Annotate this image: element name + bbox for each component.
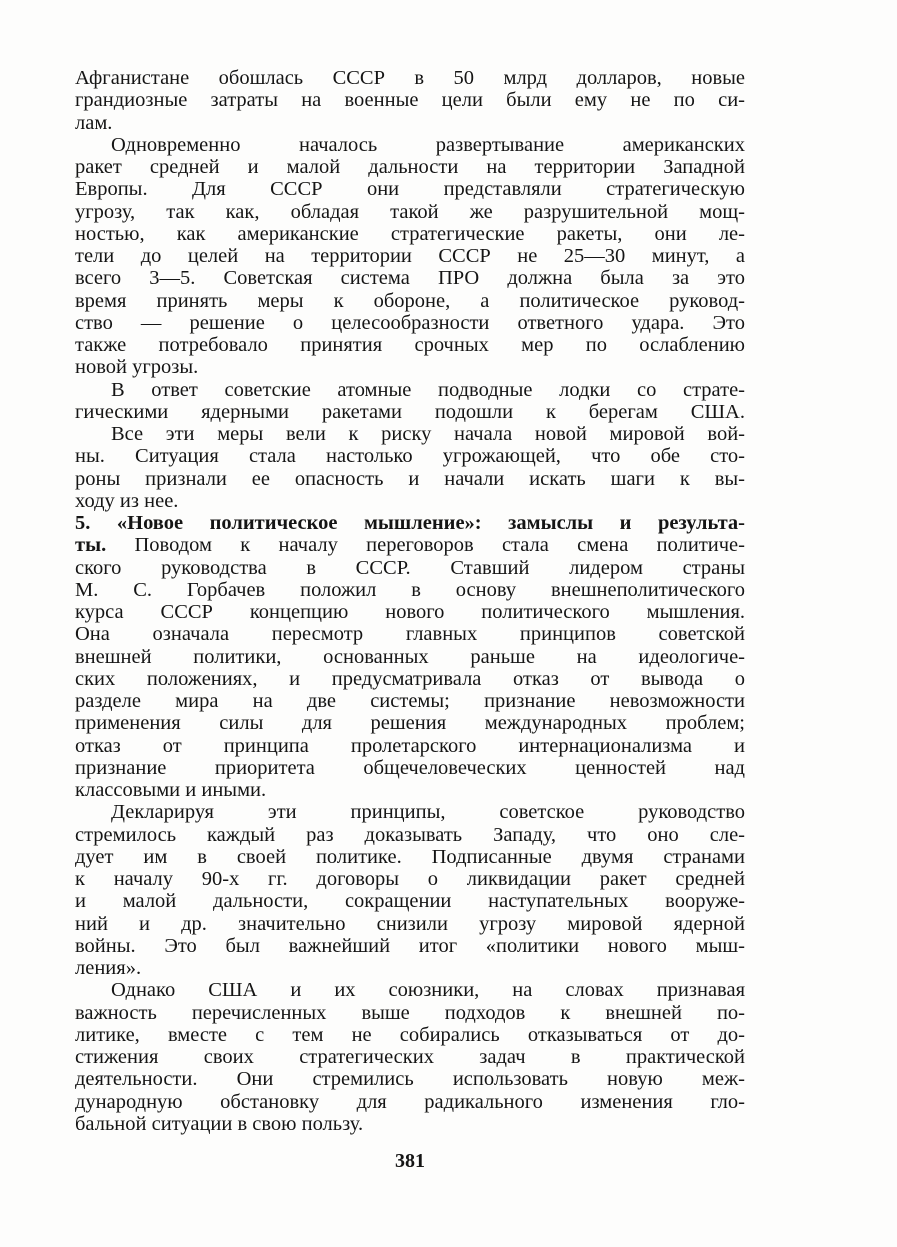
line-content <box>75 601 745 623</box>
line-content <box>75 290 745 312</box>
line-text: Европы. Для СССР они представляли стратегическую <box>75 178 745 201</box>
line-text: ходу из нее. <box>75 489 179 512</box>
line-content <box>111 423 745 445</box>
text-line <box>75 534 745 556</box>
line-text: признание приоритета общечеловеческих ценностей над <box>75 756 745 779</box>
line-text: В ответ советские атомные подводные лодки со страте- <box>111 378 745 401</box>
text-line <box>75 468 745 490</box>
text-line <box>75 178 745 200</box>
line-text: разделе мира на две системы; признание невозможности <box>75 690 745 712</box>
line-text: Поводом к началу переговоров стала смена политиче- <box>106 534 745 557</box>
line-text: ностью, как американские стратегические ракеты, они ле- <box>75 222 745 245</box>
line-content <box>75 89 745 111</box>
line-text: гическими ядерными ракетами подошли к берегам США. <box>75 400 745 423</box>
line-text: важность перечисленных выше подходов к внешней по- <box>75 1001 745 1024</box>
text-line <box>75 245 745 267</box>
line-content <box>75 757 745 779</box>
text-line <box>75 112 745 134</box>
text-line <box>75 868 745 890</box>
text-line <box>75 267 745 289</box>
text-line <box>75 156 745 178</box>
text-line <box>75 1113 745 1135</box>
text-line <box>75 890 745 912</box>
line-content <box>75 868 745 890</box>
text-line <box>75 646 745 668</box>
line-content <box>75 913 745 935</box>
line-text: Она означала пересмотр главных принципов советской <box>75 623 745 646</box>
line-text: стижения своих стратегических задач в практической <box>75 1046 745 1068</box>
text-line <box>75 401 745 423</box>
text-line <box>75 957 745 979</box>
section-heading-line <box>75 512 745 534</box>
line-content <box>75 1046 745 1068</box>
line-content <box>75 334 745 356</box>
line-content <box>75 445 745 467</box>
line-content <box>75 312 745 334</box>
line-content <box>75 1068 745 1090</box>
line-text: дународную обстановку для радикального изменения гло- <box>75 1090 745 1113</box>
line-content <box>75 712 745 734</box>
line-content <box>75 557 745 579</box>
line-content <box>111 979 745 1001</box>
text-line <box>75 557 745 579</box>
text-line <box>75 423 745 445</box>
line-content <box>111 379 745 401</box>
line-text: новой угрозы. <box>75 356 199 379</box>
line-text: ского руководства в СССР. Ставший лидером страны <box>75 556 745 579</box>
line-content <box>75 890 745 912</box>
line-text: деятельности. Они стремились использовать новую меж- <box>75 1068 745 1091</box>
line-content <box>75 356 745 378</box>
line-content <box>75 245 745 267</box>
line-content <box>75 468 745 490</box>
line-text: Однако США и их союзники, на словах признавая <box>111 979 745 1002</box>
text-line <box>75 312 745 334</box>
line-text: ления». <box>75 957 142 979</box>
line-text: и малой дальности, сокращении наступательных вооруже- <box>75 890 745 913</box>
line-content <box>75 1002 745 1024</box>
text-line <box>75 690 745 712</box>
line-content <box>111 134 745 156</box>
line-content <box>75 112 745 134</box>
text-line <box>75 490 745 512</box>
line-content <box>75 534 745 556</box>
line-content <box>75 735 745 757</box>
line-text: М. С. Горбачев положил в основу внешнеполитического <box>75 578 745 601</box>
text-line <box>75 134 745 156</box>
text-line <box>75 1002 745 1024</box>
line-text: курса СССР концепцию нового политического мышления. <box>75 601 745 623</box>
line-content <box>75 690 745 712</box>
text-line <box>75 601 745 623</box>
line-text: всего 3—5. Советская система ПРО должна была за это <box>75 267 745 290</box>
text-line <box>75 1046 745 1068</box>
text-line <box>75 201 745 223</box>
line-text: отказ от принципа пролетарского интернационализма и <box>75 734 745 757</box>
text-line <box>75 1068 745 1090</box>
line-text: грандиозные затраты на военные цели были ему не по си- <box>75 89 745 112</box>
text-line <box>75 334 745 356</box>
line-text: внешней политики, основанных раньше на идеологиче- <box>75 645 745 668</box>
text-line <box>75 979 745 1001</box>
text-line <box>75 779 745 801</box>
text-line <box>75 379 745 401</box>
line-text: лам. <box>75 111 113 134</box>
line-text: также потребовало принятия срочных мер по ослаблению <box>75 334 745 356</box>
text-line <box>75 913 745 935</box>
line-content <box>75 646 745 668</box>
line-text: угрозу, так как, обладая такой же разрушительной мощ- <box>75 200 745 223</box>
line-text: Все эти меры вели к риску начала новой мировой вой- <box>111 423 745 445</box>
text-line <box>75 356 745 378</box>
line-content <box>75 401 745 423</box>
text-line <box>75 89 745 111</box>
line-content <box>75 824 745 846</box>
text-line <box>75 445 745 467</box>
line-content <box>75 67 745 89</box>
text-line <box>75 712 745 734</box>
line-text: стремилось каждый раз доказывать Западу, что оно сле- <box>75 823 745 846</box>
line-text: время принять меры к обороне, а политическое руковод- <box>75 289 745 312</box>
line-content <box>75 935 745 957</box>
line-content <box>75 957 745 979</box>
text-line <box>75 735 745 757</box>
text-line <box>75 824 745 846</box>
line-text: к началу 90-х гг. договоры о ликвидации ракет средней <box>75 868 745 890</box>
text-line <box>75 1091 745 1113</box>
line-text: ракет средней и малой дальности на территории Западной <box>75 156 745 178</box>
line-content <box>75 846 745 868</box>
text-line <box>75 668 745 690</box>
text-line <box>75 67 745 89</box>
text-line <box>75 623 745 645</box>
bold-heading-text: 5. «Новое политическое мышление»: замыслы и результа- <box>75 512 745 534</box>
text-line <box>75 801 745 823</box>
line-text: тели до целей на территории СССР не 25—30 минут, а <box>75 245 745 267</box>
line-text: ских положениях, и предусматривала отказ от вывода о <box>75 667 745 690</box>
line-content <box>75 1024 745 1046</box>
text-line <box>75 757 745 779</box>
line-content <box>75 201 745 223</box>
line-content <box>75 512 745 534</box>
line-content <box>75 1091 745 1113</box>
text-line <box>75 223 745 245</box>
line-content <box>75 1113 745 1135</box>
line-text: ны. Ситуация стала настолько угрожающей, что обе сто- <box>75 445 745 468</box>
line-content <box>75 178 745 200</box>
line-text: Одновременно началось развертывание американских <box>111 133 745 156</box>
text-line <box>75 1024 745 1046</box>
page-body-text <box>75 67 745 1135</box>
bold-heading-text: ты. <box>75 534 107 557</box>
line-text: войны. Это был важнейший итог «политики нового мыш- <box>75 934 745 957</box>
line-text: дует им в своей политике. Подписанные двумя странами <box>75 845 745 868</box>
line-text: Афганистане обошлась СССР в 50 млрд долларов, новые <box>75 67 745 89</box>
line-content <box>75 156 745 178</box>
line-content <box>75 267 745 289</box>
line-text: ний и др. значительно снизили угрозу мировой ядерной <box>75 912 745 935</box>
line-content <box>75 623 745 645</box>
line-content <box>75 490 745 512</box>
line-text: классовыми и иными. <box>75 779 267 801</box>
line-text: применения силы для решения международных проблем; <box>75 712 745 735</box>
line-text: ство — решение о целесообразности ответного удара. Это <box>75 311 745 334</box>
text-line <box>75 579 745 601</box>
line-text: роны признали ее опасность и начали искать шаги к вы- <box>75 467 745 490</box>
text-line <box>75 290 745 312</box>
line-content <box>111 801 745 823</box>
line-content <box>75 779 745 801</box>
line-text: бальной ситуации в свою пользу. <box>75 1112 364 1135</box>
text-line <box>75 935 745 957</box>
line-text: Декларируя эти принципы, советское руководство <box>111 801 745 824</box>
line-content <box>75 668 745 690</box>
line-content <box>75 579 745 601</box>
text-line <box>75 846 745 868</box>
page-number: 381 <box>395 1150 425 1172</box>
line-text: литике, вместе с тем не собирались отказываться от до- <box>75 1023 745 1046</box>
line-content <box>75 223 745 245</box>
